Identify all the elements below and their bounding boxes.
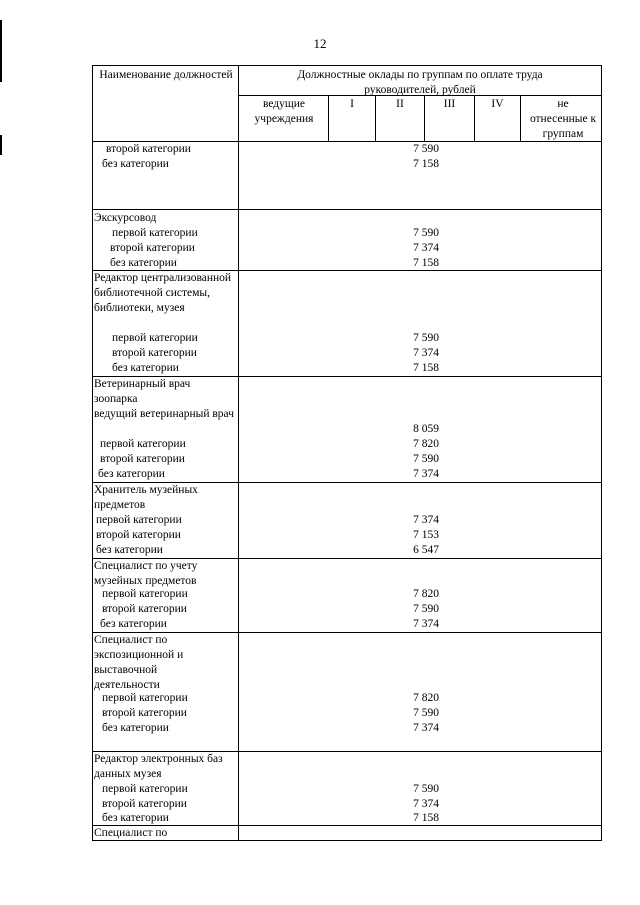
row-value: 7 820 (413, 438, 439, 450)
subheader-leading: ведущие учреждения (254, 98, 314, 125)
row-value: 7 158 (413, 362, 439, 374)
row-value: 7 374 (413, 468, 439, 480)
row-value: 7 374 (413, 347, 439, 359)
row-label: без категории (100, 618, 167, 630)
subheader-group-4: IV (491, 98, 504, 110)
row-label: первой категории (112, 332, 198, 344)
row-value: 6 547 (413, 544, 439, 556)
row-label: второй категории (100, 453, 185, 465)
position-title: Специалист по (94, 827, 168, 839)
row-label: второй категории (112, 347, 197, 359)
subheader-group-2: II (396, 98, 404, 110)
row-label: первой категории (100, 438, 186, 450)
row-label: без категории (102, 158, 169, 170)
row-value: 7 158 (413, 257, 439, 269)
row-value: 7 590 (413, 332, 439, 344)
row-value: 7 590 (413, 783, 439, 795)
header-position-column: Наименование должностей (99, 69, 233, 81)
row-label: второй категории (102, 707, 187, 719)
row-value: 7 590 (413, 143, 439, 155)
row-value: 7 158 (413, 812, 439, 824)
row-value: 7 820 (413, 692, 439, 704)
subheader-ungrouped: не отнесенные к группам (529, 98, 597, 140)
row-label: первой категории (102, 588, 188, 600)
row-label: второй категории (102, 603, 187, 615)
row-label: второй категории (96, 529, 181, 541)
row-label: второй категории (110, 242, 195, 254)
row-label: без категории (110, 257, 177, 269)
row-value: 7 590 (413, 227, 439, 239)
row-value: 7 374 (413, 618, 439, 630)
row-label: без категории (98, 468, 165, 480)
position-title: Экскурсовод (94, 212, 157, 224)
row-label: первой категории (112, 227, 198, 239)
subheader-group-1: I (350, 98, 354, 110)
row-value: 7 374 (413, 722, 439, 734)
row-value: 7 820 (413, 588, 439, 600)
row-value: 7 374 (413, 798, 439, 810)
scan-mark (0, 135, 2, 155)
row-label: первой категории (102, 692, 188, 704)
row-label: без категории (112, 362, 179, 374)
header-groups-column: Должностные оклады по группам по оплате труда руководителей, рублей (297, 69, 543, 96)
row-label: без категории (102, 722, 169, 734)
row-label: без категории (102, 812, 169, 824)
position-title: Хранитель музейных предметов (94, 484, 198, 511)
row-value: 7 153 (413, 529, 439, 541)
row-value: 7 590 (413, 603, 439, 615)
row-value: 8 059 (413, 423, 439, 435)
subheader-group-3: III (443, 98, 456, 110)
row-label: без категории (96, 544, 163, 556)
row-value: 7 158 (413, 158, 439, 170)
position-title: Специалист по учету музейных предметов (94, 560, 198, 587)
row-label: первой категории (102, 783, 188, 795)
page-number: 12 (313, 36, 327, 51)
row-value: 7 590 (413, 453, 439, 465)
position-title: Редактор электронных баз данных музея (94, 753, 223, 780)
row-label: первой категории (96, 514, 182, 526)
position-title: Специалист по экспозиционной и выставочной деятельности (94, 634, 184, 691)
row-label: второй категории (106, 143, 191, 155)
row-value: 7 374 (413, 514, 439, 526)
row-value: 7 590 (413, 707, 439, 719)
row-label: ведущий ветеринарный врач (94, 408, 234, 420)
row-label: второй категории (102, 798, 187, 810)
salary-table (92, 65, 602, 841)
position-title: Ветеринарный врач зоопарка (94, 378, 191, 405)
row-value: 7 374 (413, 242, 439, 254)
position-title: Редактор централизованной библиотечной системы, библиотеки, музея (94, 272, 232, 314)
